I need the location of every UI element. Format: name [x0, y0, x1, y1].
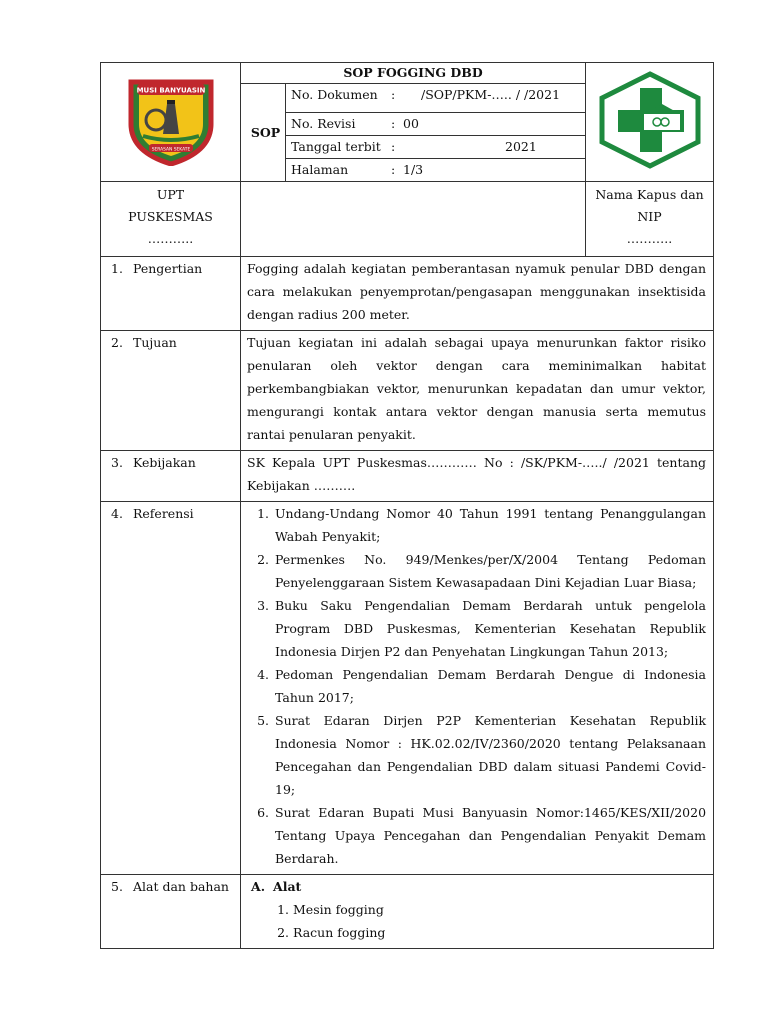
list-item: 1. Mesin fogging — [293, 898, 713, 921]
referensi-list — [247, 502, 706, 870]
section-referensi: 4. Referensi 1. Undang-Undang Nomor 40 Tahun 1991 tentang Penanggulangan Wabah Penyakit; 2. Permenkes No. 949/Menkes/per/X/2004 Tentang Pedoman Penyelenggaraan Sistem Kewasapadaan Dini Kejadian Luar Biasa; 3. Buku Saku Pengendalian Demam Berdarah untuk pengelola Program DBD Puskesmas, Kementerian Kesehatan Republik Indonesia Dirjen P2 dan Penyehatan Lingkungan Tahun 2013; 4. Pedoman Pengendalian Demam Berdarah Dengue di Indonesia Tahun 2017; 5. Surat Edaran Dirjen P2P Kementerian Kesehatan Republik Indonesia Nomor : HK.02.02/IV/2360/2020 tentang Pelaksanaan Pencegahan dan Pengendalian DBD dalam situasi Pandemi Covid-19; 6. Surat Edaran Bupati Musi Banyuasin Nomor:1465/KES/XII/2020 Tentang Upaya Pencegahan dan Pengendalian Penyakit Demam Berdarah. — [101, 502, 714, 875]
section-pengertian: 1. Pengertian Fogging adalah kegiatan pemberantasan nyamuk penular DBD dengan cara melakukan penyemprotan/pengasapan menggunakan insektisida dengan radius 200 meter. — [101, 257, 714, 331]
list-item: 6. Surat Edaran Bupati Musi Banyuasin Nomor:1465/KES/XII/2020 Tentang Upaya Pencegahan dan Pengendalian Penyakit Demam Berdarah. — [273, 801, 706, 870]
list-item: 3. Buku Saku Pengendalian Demam Berdarah untuk pengelola Program DBD Puskesmas, Kementerian Kesehatan Republik Indonesia Dirjen P2 dan Penyehatan Lingkungan Tahun 2013; — [273, 594, 706, 663]
svg-text:MUSI BANYUASIN: MUSI BANYUASIN — [136, 86, 205, 95]
meta-no-revisi: No. Revisi : 00 — [286, 113, 586, 136]
head-name-cell: Nama Kapus dan NIP ……….. — [586, 182, 714, 257]
meta-halaman: Halaman : 1/3 — [286, 159, 586, 182]
tujuan-text: Tujuan kegiatan ini adalah sebagai upaya menurunkan faktor risiko penularan oleh vektor dengan cara meminimalkan habitat perkembangbiakan vektor, menurunkan kepadatan dan umur vektor, mengurangi kontak antara vektor dengan manusia serta memutus rantai penularan penyakit. — [241, 331, 714, 451]
regency-logo-cell — [101, 63, 241, 182]
meta-no-dokumen: No. Dokumen : /SOP/PKM-….. / /2021 — [286, 84, 586, 113]
document-title: SOP FOGGING DBD — [241, 63, 586, 84]
list-item: 5. Surat Edaran Dirjen P2P Kementerian Kesehatan Republik Indonesia Nomor : HK.02.02/IV/2360/2020 tentang Pelaksanaan Pencegahan dan Pengendalian DBD dalam situasi Pandemi Covid-19; — [273, 709, 706, 801]
list-item: 1. Undang-Undang Nomor 40 Tahun 1991 tentang Penanggulangan Wabah Penyakit; — [273, 502, 706, 548]
section-alat-bahan: 5. Alat dan bahan A. Alat 1. Mesin fogging 2. Racun fogging — [101, 875, 714, 949]
kebijakan-text: SK Kepala UPT Puskesmas………… No : /SK/PKM-…../ /2021 tentang Kebijakan ………. — [241, 451, 714, 502]
alat-list — [241, 898, 713, 944]
section-tujuan: 2. Tujuan Tujuan kegiatan ini adalah sebagai upaya menurunkan faktor risiko penularan oleh vektor dengan cara meminimalkan habitat perkembangbiakan vektor, menurunkan kepadatan dan umur vektor, mengurangi kontak antara vektor dengan manusia serta memutus rantai penularan penyakit. — [101, 331, 714, 451]
puskesmas-logo-icon — [594, 70, 706, 170]
svg-text:SERASAN SEKATE: SERASAN SEKATE — [151, 147, 190, 153]
meta-tanggal-terbit: Tanggal terbit : 2021 — [286, 136, 586, 159]
signature-area — [241, 182, 586, 257]
sop-document — [100, 62, 713, 949]
list-item: 2. Racun fogging — [293, 921, 713, 944]
list-item: 4. Pedoman Pengendalian Demam Berdarah Dengue di Indonesia Tahun 2017; — [273, 663, 706, 709]
section-kebijakan: 3. Kebijakan SK Kepala UPT Puskesmas………… No : /SK/PKM-…../ /2021 tentang Kebijakan ………. — [101, 451, 714, 502]
puskesmas-logo-cell — [586, 63, 714, 182]
sop-label: SOP — [241, 84, 286, 182]
alat-subheading: A. Alat — [251, 879, 302, 894]
pengertian-text: Fogging adalah kegiatan pemberantasan nyamuk penular DBD dengan cara melakukan penyemprotan/pengasapan menggunakan insektisida dengan radius 200 meter. — [241, 257, 714, 331]
musi-banyuasin-emblem-icon — [123, 74, 219, 166]
org-name-cell: UPT PUSKESMAS ……….. — [101, 182, 241, 257]
list-item: 2. Permenkes No. 949/Menkes/per/X/2004 Tentang Pedoman Penyelenggaraan Sistem Kewasapadaan Dini Kejadian Luar Biasa; — [273, 548, 706, 594]
